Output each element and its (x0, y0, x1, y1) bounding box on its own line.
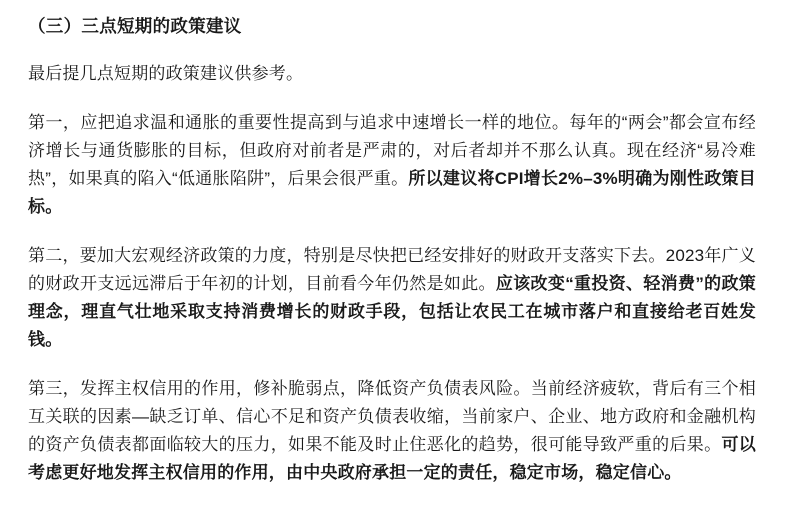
paragraph-first-point-recommendation: 所以建议将CPI增长2%–3%明确为刚性政策目标。 (28, 169, 756, 216)
paragraph-second-point (28, 242, 756, 354)
paragraph-third-point (28, 375, 756, 487)
intro-paragraph: 最后提几点短期的政策建议供参考。 (28, 64, 304, 83)
paragraph-third-point-recommendation: 可以考虑更好地发挥主权信用的作用，由中央政府承担一定的责任，稳定市场，稳定信心。 (28, 435, 757, 482)
section-heading: （三）三点短期的政策建议 (28, 16, 242, 36)
paragraph-second-point-recommendation: 应该改变“重投资、轻消费”的政策理念，理直气壮地采取支持消费增长的财政手段，包括让农民工在城市落户和直接给老百姓发钱。 (28, 274, 756, 349)
paragraph-first-point (28, 109, 756, 221)
paragraph-second-point-body: 第二，要加大宏观经济政策的力度，特别是尽快把已经安排好的财政开支落实下去。2023年广义的财政开支远远滞后于年初的计划，目前看今年仍然是如此。 (28, 246, 756, 293)
paragraph-third-point-body: 第三，发挥主权信用的作用，修补脆弱点，降低资产负债表风险。当前经济疲软，背后有三个相互关联的因素—缺乏订单、信心不足和资产负债表收缩，当前家户、企业、地方政府和金融机构的资产负债表都面临较大的压力，如果不能及时止住恶化的趋势，很可能导致严重的后果。 (28, 379, 756, 454)
paragraph-first-point-body: 第一，应把追求温和通胀的重要性提高到与追求中速增长一样的地位。每年的“两会”都会宣布经济增长与通货膨胀的目标，但政府对前者是严肃的，对后者却并不那么认真。现在经济“易冷难热”，如果真的陷入“低通胀陷阱”，后果会很严重。 (28, 113, 756, 188)
